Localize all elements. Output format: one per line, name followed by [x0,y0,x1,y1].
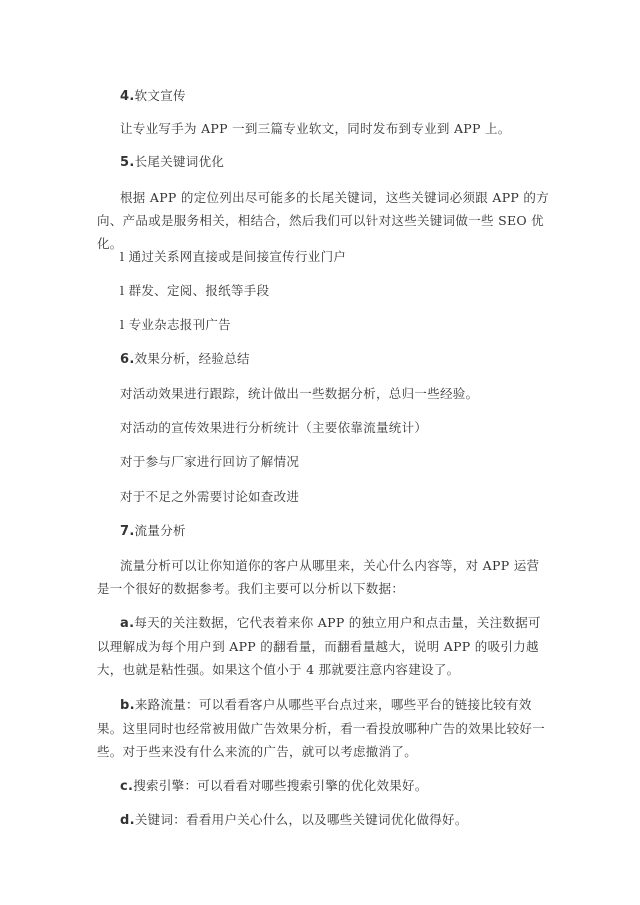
section-6-line-4: 对于不足之外需要讨论如查改进 [120,489,300,504]
bullet-item-3: l 专业杂志报刊广告 [120,317,231,332]
bullet-item-2: l 群发、定阅、报纸等手段 [120,283,270,298]
section-6-line-1: 对活动效果进行跟踪，统计做出一些数据分析，总归一些经验。 [120,386,479,401]
item-letter: b. [120,698,135,713]
item-text: 搜索引擎：可以看看对哪些搜索引擎的优化效果好。 [133,778,428,793]
section-number: 4. [120,89,135,104]
section-7-paragraph: 流量分析可以让你知道你的客户从哪里来，关心什么内容等，对 APP 运营是一个很好的数据参考。我们主要可以分析以下数据： [97,558,540,596]
section-5-heading [120,150,575,174]
section-7-item-a [97,611,552,681]
section-6-heading [120,347,575,371]
item-letter: d. [120,813,135,828]
section-title: 软文宣传 [134,88,186,103]
item-text: 来路流量：可以看看客户从哪些平台点过来，哪些平台的链接比较有效果。这里同时也经常被用做广告效果分析，看一看投放哪种广告的效果比较好一些。对于些来没有什么来流的广告，就可以考虑撤消了。 [97,697,546,759]
section-title: 长尾关键词优化 [134,154,225,169]
section-4-paragraph: 让专业写手为 APP 一到三篇专业软文，同时发布到专业到 APP 上。 [120,121,511,136]
section-7-heading [120,519,575,543]
section-7-item-b [97,693,552,763]
section-number: 5. [120,155,135,170]
section-4-heading [120,84,575,108]
bullet-item-1: l 通过关系网直接或是间接宣传行业门户 [120,249,347,264]
section-6-line-3: 对于参与厂家进行回访了解情况 [120,454,300,469]
section-7-item-c [120,774,575,798]
section-6-line-2: 对活动的宣传效果进行分析统计（主要依靠流量统计） [120,420,428,435]
section-number: 6. [120,352,135,367]
item-letter: a. [120,616,135,631]
item-text: 关键词：看看用户关心什么，以及哪些关键词优化做得好。 [134,812,468,827]
item-text: 每天的关注数据，它代表着来你 APP 的独立用户和点击量，关注数据可以理解成为每个用户到 APP 的翻看量，而翻看量越大，说明 APP 的吸引力越大，也就是粘性强。如果这个值小于 4 那就要注意内容建设了。 [97,615,541,677]
section-7-item-d [120,808,575,832]
item-letter: c. [120,779,134,794]
section-5-paragraph: 根据 APP 的定位列出尽可能多的长尾关键词，这些关键词必须跟 APP 的方向、产品或是服务相关，相结合，然后我们可以针对这些关键词做一些 SEO 优化。 [97,190,549,251]
section-number: 7. [120,524,135,539]
section-title: 流量分析 [134,523,186,538]
section-title: 效果分析，经验总结 [134,351,250,366]
